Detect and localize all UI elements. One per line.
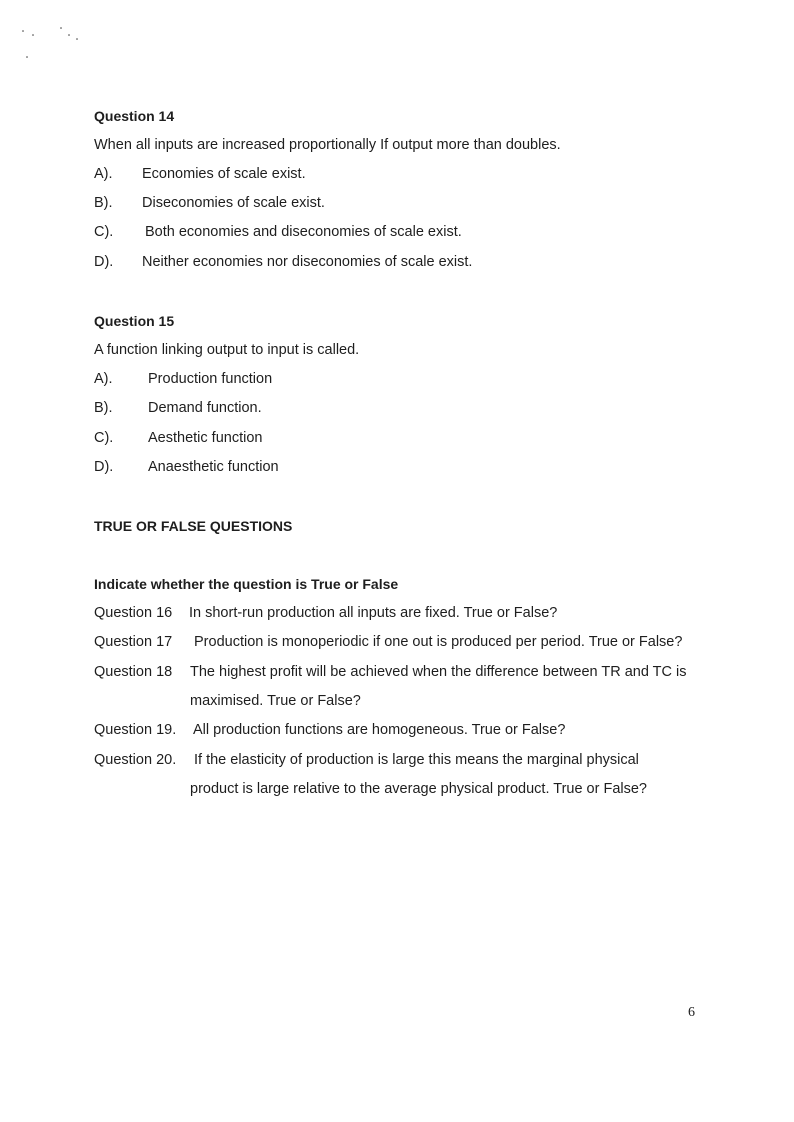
option-text: Aesthetic function xyxy=(148,430,263,446)
question-14-option-b xyxy=(0,195,794,215)
section-instruction: Indicate whether the question is True or False xyxy=(94,576,399,592)
question-14-stem: When all inputs are increased proportionally If output more than doubles. xyxy=(94,137,561,153)
question-14-option-a xyxy=(0,166,794,186)
question-19 xyxy=(0,722,794,742)
option-letter: D). xyxy=(94,459,114,475)
question-label: Question 19. xyxy=(94,722,177,738)
question-16 xyxy=(0,605,794,625)
question-text-continued: maximised. True or False? xyxy=(190,693,361,709)
question-17 xyxy=(0,634,794,654)
option-text: Both economies and diseconomies of scale exist. xyxy=(145,224,462,240)
question-15-heading: Question 15 xyxy=(94,313,175,329)
option-letter: A). xyxy=(94,371,113,387)
option-letter: C). xyxy=(94,430,114,446)
option-text: Neither economies nor diseconomies of scale exist. xyxy=(142,254,473,270)
question-14-option-c xyxy=(0,224,794,244)
question-15-option-d xyxy=(0,459,794,479)
question-15-option-b xyxy=(0,400,794,420)
option-text: Anaesthetic function xyxy=(148,459,279,475)
question-text-continued: product is large relative to the average physical product. True or False? xyxy=(190,781,647,797)
option-text: Economies of scale exist. xyxy=(142,166,306,182)
option-letter: C). xyxy=(94,224,114,240)
question-label: Question 17 xyxy=(94,634,173,650)
option-letter: A). xyxy=(94,166,113,182)
question-text: In short-run production all inputs are fixed. True or False? xyxy=(189,605,558,621)
question-label: Question 16 xyxy=(94,605,173,621)
question-14-option-d xyxy=(0,254,794,274)
option-text: Diseconomies of scale exist. xyxy=(142,195,325,211)
question-15-option-a xyxy=(0,371,794,391)
question-text: All production functions are homogeneous. True or False? xyxy=(193,722,566,738)
option-letter: D). xyxy=(94,254,114,270)
section-title: TRUE OR FALSE QUESTIONS xyxy=(94,518,293,534)
question-18 xyxy=(0,664,794,714)
option-letter: B). xyxy=(94,195,113,211)
question-text: If the elasticity of production is large this means the marginal physical xyxy=(194,752,639,768)
question-text: Production is monoperiodic if one out is produced per period. True or False? xyxy=(194,634,683,650)
question-20 xyxy=(0,752,794,802)
question-label: Question 20. xyxy=(94,752,177,768)
option-text: Production function xyxy=(148,371,273,387)
question-label: Question 18 xyxy=(94,664,173,680)
question-15-option-c xyxy=(0,430,794,450)
question-14-heading: Question 14 xyxy=(94,108,175,124)
option-text: Demand function. xyxy=(148,400,262,416)
question-15-stem: A function linking output to input is called. xyxy=(94,342,360,358)
scan-specks xyxy=(18,24,88,64)
question-text: The highest profit will be achieved when the difference between TR and TC is xyxy=(190,664,687,680)
page-number: 6 xyxy=(688,1005,695,1020)
option-letter: B). xyxy=(94,400,113,416)
